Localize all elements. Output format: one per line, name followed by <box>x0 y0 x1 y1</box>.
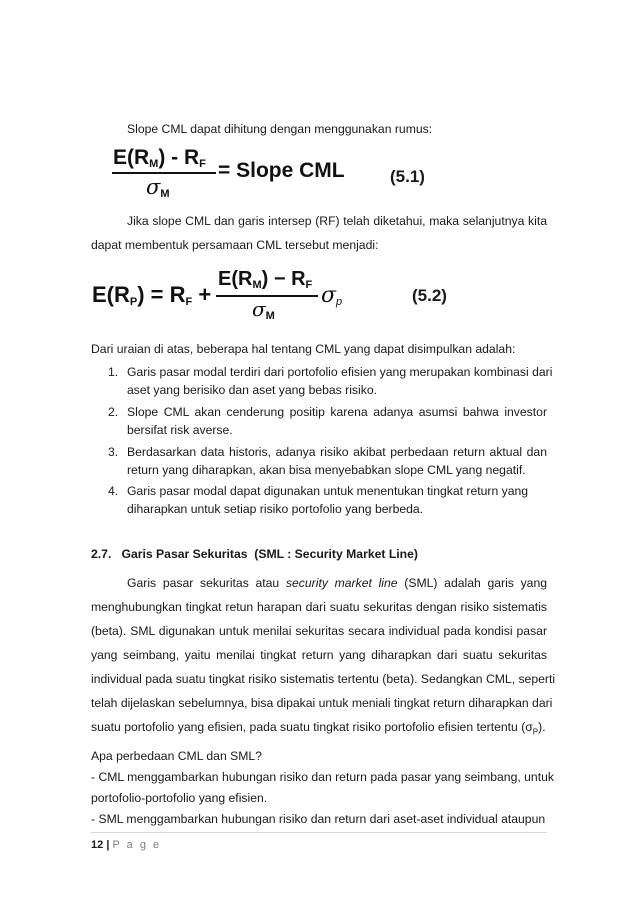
eq2-lhs: $E(R_P) = R_F$ + <box>92 282 212 308</box>
eq1-numerator: $E(R_M) - R_F$ <box>113 146 206 170</box>
sml-line6: telah dijelaskan sebelumnya, bisa dipakai untuk meniali tingkat return diharapkan dari <box>91 696 553 710</box>
eq2-numerator: $E(R_M) - R_F$ <box>218 268 313 291</box>
footer-separator: | <box>106 839 110 851</box>
list-item-line2: diharapkan untuk setiap risiko portofolio yang berbeda. <box>127 502 424 516</box>
para1-line1: Jika slope CML dan garis intersep (RF) telah diketahui, maka selanjutnya kita <box>127 214 547 228</box>
list-item-line1: Berdasarkan data historis, adanya risiko akibat perbedaan return aktual dan <box>127 445 547 459</box>
sml-line2: menghubungkan tingkat retun harapan dari suatu sekuritas dengan risiko sistematis <box>91 600 547 614</box>
page-footer <box>91 839 161 851</box>
answer-cml-line1: - CML menggambarkan hubungan risiko dan return pada pasar yang seimbang, untuk <box>91 770 554 784</box>
sml-line7: suatu portofolio yang efisien, pada suatu tingkat risiko portofolio efisien tertentu $(\sigma_P)$. <box>91 720 546 737</box>
eq1-fraction-bar <box>112 172 216 174</box>
page-number: 12 <box>91 839 104 851</box>
sml-line3: (beta). SML digunakan untuk menilai sekuritas secara individual pada kondisi pasar <box>91 624 547 638</box>
para1-line2: dapat membentuk persamaan CML tersebut menjadi: <box>91 238 379 252</box>
list-item-number: 4. <box>108 484 119 498</box>
sml-line4: yang seimbang, yaitu menilai tingkat return yang diharapkan dari suatu sekuritas <box>91 648 547 662</box>
eq1-rhs: = Slope CML <box>218 159 345 182</box>
list-item-line2: return yang diharapkan, akan bisa menyebabkan slope CML yang negatif. <box>127 463 526 477</box>
sml-line1: Garis pasar sekuritas atau security market line (SML) adalah garis yang <box>127 576 548 590</box>
question-text: Apa perbedaan CML dan SML? <box>91 749 262 763</box>
list-item-number: 1. <box>108 365 119 379</box>
answer-cml-line2: portofolio-portofolio yang efisien. <box>91 791 268 805</box>
list-item-line2: aset yang berisiko dan aset yang bebas risiko. <box>127 383 377 397</box>
para2-text: Dari uraian di atas, beberapa hal tentang CML yang dapat disimpulkan adalah: <box>91 342 516 356</box>
list-item-line2: bersifat risk averse. <box>127 423 233 437</box>
list-item-line1: Slope CML akan cenderung positip karena adanya asumsi bahwa investor <box>127 405 547 419</box>
list-item-line1: Garis pasar modal dapat digunakan untuk menentukan tingkat return yang <box>127 484 529 498</box>
eq2-denominator: $\sigma_M$ <box>252 297 275 322</box>
list-item-number: 3. <box>108 445 119 459</box>
sml-line5: individual pada suatu tingkat risiko sistematis tertentu (beta). Sedangkan CML, seperti <box>91 672 556 686</box>
eq1-number: (5.1) <box>390 167 425 186</box>
list-item-line1: Garis pasar modal terdiri dari portofolio efisien yang merupakan kombinasi dari <box>127 365 553 379</box>
eq1-denominator: $\sigma_M$ <box>146 175 170 200</box>
page-label: P a g e <box>112 839 162 851</box>
section-heading: 2.7. Garis Pasar Sekuritas (SML : Security Market Line) <box>91 547 418 561</box>
eq2-sigma-p: $\sigma_p$ <box>321 283 343 308</box>
intro-text: Slope CML dapat dihitung dengan menggunakan rumus: <box>127 122 433 136</box>
answer-sml-line1: - SML menggambarkan hubungan risiko dan return dari aset-aset individual ataupun <box>91 812 546 826</box>
eq2-number: (5.2) <box>412 286 447 305</box>
footer-rule <box>91 832 547 833</box>
list-item-number: 2. <box>108 405 119 419</box>
